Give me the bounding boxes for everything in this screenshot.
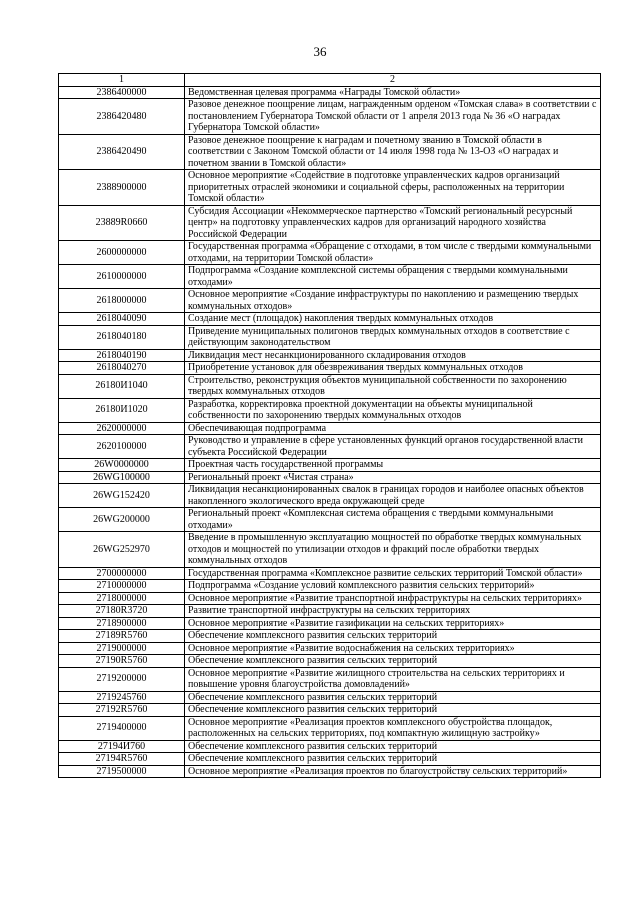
table-header-row: [59, 74, 601, 87]
row-code: 2620100000: [59, 435, 185, 459]
table-row: [59, 667, 601, 691]
table-row: [59, 642, 601, 655]
row-code: 2700000000: [59, 567, 185, 580]
table-row: [59, 655, 601, 668]
table-row: [59, 313, 601, 326]
row-code: 2386400000: [59, 86, 185, 99]
row-text: Основное мероприятие «Развитие транспортной инфраструктуры на сельских территориях»: [185, 592, 601, 605]
table-row: [59, 99, 601, 135]
row-code: 2618040180: [59, 325, 185, 349]
row-text: Проектная часть государственной программы: [185, 459, 601, 472]
table-row: [59, 86, 601, 99]
row-text: Разовое денежное поощрение к наградам и почетному званию в Томской области в соответствии с Законом Томской области от 14 июля 1998 года № 13-ОЗ «О наградах и почетном звании в Томской области»: [185, 134, 601, 170]
row-code: 23889R0660: [59, 205, 185, 241]
table-row: [59, 241, 601, 265]
row-text: Ликвидация мест несанкционированного складирования отходов: [185, 349, 601, 362]
row-text: Обеспечение комплексного развития сельских территорий: [185, 753, 601, 766]
row-code: 26180И1020: [59, 398, 185, 422]
table-row: [59, 398, 601, 422]
row-text: Приведение муниципальных полигонов твердых коммунальных отходов в соответствие с действующим законодательством: [185, 325, 601, 349]
classification-table: [58, 73, 601, 778]
row-text: Обеспечение комплексного развития сельских территорий: [185, 655, 601, 668]
table-row: [59, 205, 601, 241]
table-row: [59, 435, 601, 459]
row-text: Основное мероприятие «Реализация проектов по благоустройству сельских территорий»: [185, 765, 601, 778]
table-row: [59, 134, 601, 170]
row-text: Основное мероприятие «Содействие в подготовке управленческих кадров организаций приоритетных отраслей экономики и социальной сферы, расположенных на территории Томской области»: [185, 170, 601, 206]
row-text: Обеспечение комплексного развития сельских территорий: [185, 630, 601, 643]
row-text: Введение в промышленную эксплуатацию мощностей по обработке твердых коммунальных отходов и мощностей по утилизации отходов и фракций после обработки твердых коммунальных отходов: [185, 532, 601, 568]
row-text: Субсидия Ассоциации «Некоммерческое партнерство «Томский региональный ресурсный центр» на подготовку управленческих кадров для организаций народного хозяйства Российской Федерации: [185, 205, 601, 241]
table-row: [59, 422, 601, 435]
column-header-code: 1: [59, 74, 185, 87]
row-code: 2618040270: [59, 362, 185, 375]
table-row: [59, 630, 601, 643]
table-row: [59, 349, 601, 362]
table-row: [59, 471, 601, 484]
table-row: [59, 753, 601, 766]
row-code: 27194R5760: [59, 753, 185, 766]
row-text: Ведомственная целевая программа «Награды Томской области»: [185, 86, 601, 99]
table-row: [59, 532, 601, 568]
row-code: 27189R5760: [59, 630, 185, 643]
row-text: Обеспечение комплексного развития сельских территорий: [185, 704, 601, 717]
row-text: Разовое денежное поощрение лицам, награжденным орденом «Томская слава» в соответствии с постановлением Губернатора Томской области от 1 апреля 2013 года № 36 «О наградах Губернатора Томской области»: [185, 99, 601, 135]
table-row: [59, 704, 601, 717]
row-code: 2620000000: [59, 422, 185, 435]
row-text: Основное мероприятие «Развитие водоснабжения на сельских территориях»: [185, 642, 601, 655]
row-text: Развитие транспортной инфраструктуры на сельских территориях: [185, 605, 601, 618]
row-text: Основное мероприятие «Реализация проектов комплексного обустройства площадок, расположенных на сельских территориях, под компактную жилищную застройку»: [185, 716, 601, 740]
row-text: Основное мероприятие «Создание инфраструктуры по накоплению и размещению твердых коммунальных отходов»: [185, 289, 601, 313]
table-row: [59, 691, 601, 704]
table-row: [59, 765, 601, 778]
page-number: 36: [313, 44, 327, 59]
table-row: [59, 362, 601, 375]
row-code: 26WG252970: [59, 532, 185, 568]
row-text: Государственная программа «Обращение с отходами, в том числе с твердыми коммунальными отходами, на территории Томской области»: [185, 241, 601, 265]
row-code: 2719200000: [59, 667, 185, 691]
row-code: 2618040090: [59, 313, 185, 326]
row-code: 2388900000: [59, 170, 185, 206]
table-row: [59, 484, 601, 508]
row-code: 26180И1040: [59, 374, 185, 398]
row-code: 27180R3720: [59, 605, 185, 618]
row-text: Подпрограмма «Создание комплексной системы обращения с твердыми коммунальными отходами»: [185, 265, 601, 289]
row-text: Приобретение установок для обезвреживания твердых коммунальных отходов: [185, 362, 601, 375]
table-row: [59, 170, 601, 206]
row-text: Строительство, реконструкция объектов муниципальной собственности по захоронению твердых коммунальных отходов: [185, 374, 601, 398]
table-row: [59, 459, 601, 472]
row-code: 2719500000: [59, 765, 185, 778]
row-code: 2618040190: [59, 349, 185, 362]
row-text: Руководство и управление в сфере установленных функций органов государственной власти субъекта Российской Федерации: [185, 435, 601, 459]
row-code: 26WG100000: [59, 471, 185, 484]
table-row: [59, 325, 601, 349]
row-code: 2600000000: [59, 241, 185, 265]
table-row: [59, 580, 601, 593]
row-text: Региональный проект «Чистая страна»: [185, 471, 601, 484]
row-code: 26WG200000: [59, 508, 185, 532]
row-code: 2718000000: [59, 592, 185, 605]
table-row: [59, 265, 601, 289]
row-text: Региональный проект «Комплексная система обращения с твердыми коммунальными отходами»: [185, 508, 601, 532]
row-code: 2386420480: [59, 99, 185, 135]
table-row: [59, 617, 601, 630]
row-code: 2719000000: [59, 642, 185, 655]
row-text: Обеспечение комплексного развития сельских территорий: [185, 691, 601, 704]
row-text: Подпрограмма «Создание условий комплексного развития сельских территорий»: [185, 580, 601, 593]
table-row: [59, 374, 601, 398]
row-code: 26WG152420: [59, 484, 185, 508]
row-code: 2710000000: [59, 580, 185, 593]
table-row: [59, 508, 601, 532]
row-text: Обеспечивающая подпрограмма: [185, 422, 601, 435]
row-text: Основное мероприятие «Развитие жилищного строительства на сельских территориях и повышение уровня благоустройства домовладений»: [185, 667, 601, 691]
row-code: 2718900000: [59, 617, 185, 630]
row-text: Государственная программа «Комплексное развитие сельских территорий Томской области»: [185, 567, 601, 580]
row-code: 2719400000: [59, 716, 185, 740]
row-text: Разработка, корректировка проектной документации на объекты муниципальной собственности по захоронению твердых коммунальных отходов: [185, 398, 601, 422]
row-code: 26W0000000: [59, 459, 185, 472]
row-code: 2610000000: [59, 265, 185, 289]
row-code: 27194И760: [59, 740, 185, 753]
table-row: [59, 567, 601, 580]
row-code: 27192R5760: [59, 704, 185, 717]
row-code: 2618000000: [59, 289, 185, 313]
row-text: Основное мероприятие «Развитие газификации на сельских территориях»: [185, 617, 601, 630]
row-text: Обеспечение комплексного развития сельских территорий: [185, 740, 601, 753]
row-text: Ликвидация несанкционированных свалок в границах городов и наиболее опасных объектов накопленного экологического вреда окружающей среде: [185, 484, 601, 508]
table-row: [59, 716, 601, 740]
row-code: 2719245760: [59, 691, 185, 704]
row-code: 27190R5760: [59, 655, 185, 668]
row-code: 2386420490: [59, 134, 185, 170]
table-row: [59, 592, 601, 605]
table-row: [59, 740, 601, 753]
table-row: [59, 289, 601, 313]
row-text: Создание мест (площадок) накопления твердых коммунальных отходов: [185, 313, 601, 326]
column-header-name: 2: [185, 74, 601, 87]
table-row: [59, 605, 601, 618]
